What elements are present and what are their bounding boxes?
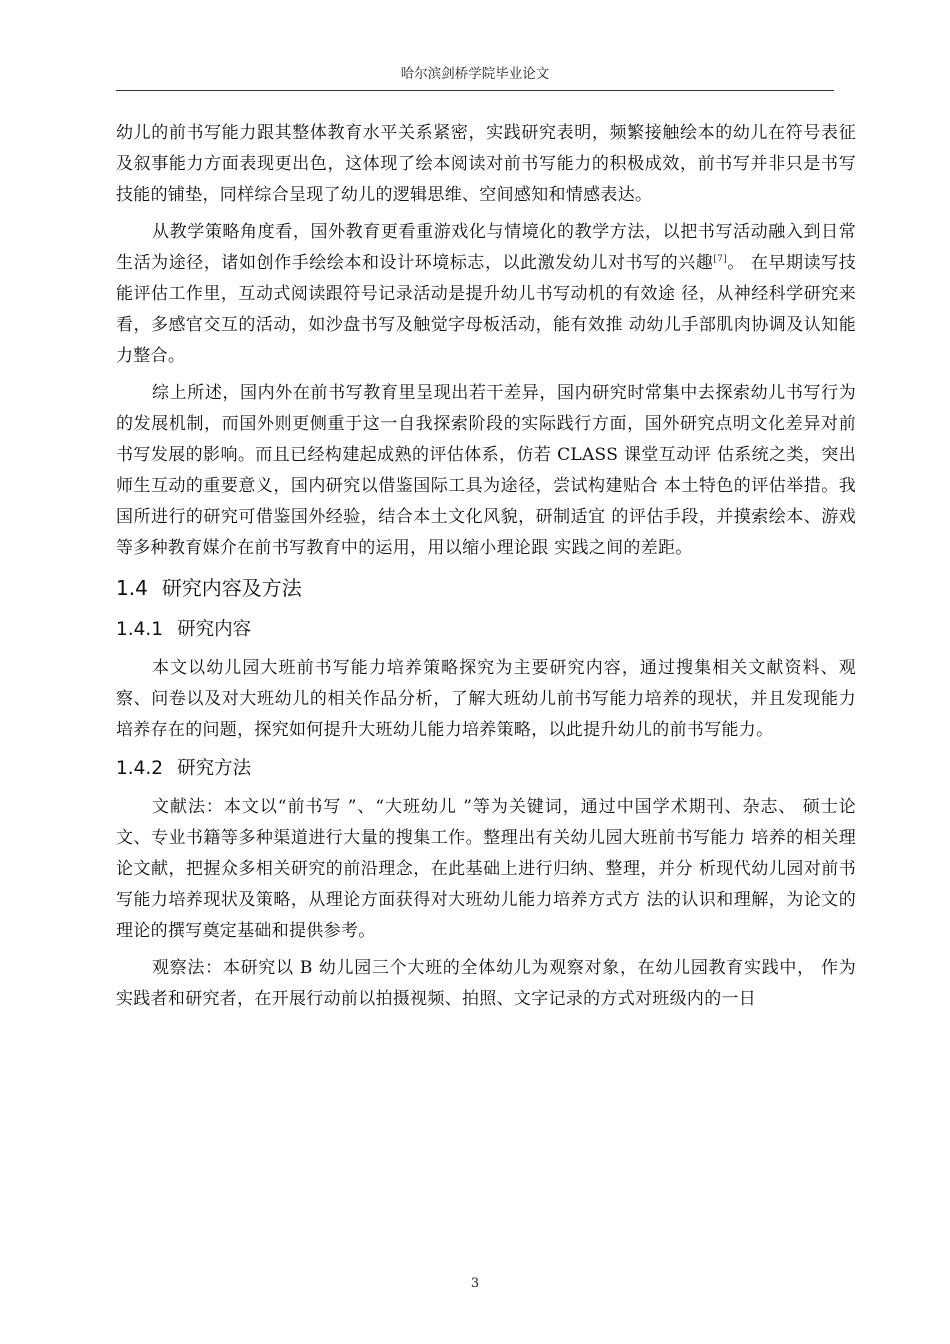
section-heading <box>116 572 856 601</box>
page-header <box>116 62 834 91</box>
citation-ref: [7] <box>713 254 728 265</box>
page-footer <box>0 1276 950 1291</box>
page-body <box>116 118 856 1021</box>
section-number: 1.4 <box>116 576 148 600</box>
paragraph: 综上所述，国内外在前书写教育里呈现出若干差异，国内研究时常集中去探索幼儿书写行为的发展机制，而国外则更侧重于这一自我探索阶段的实际践行方面，国外研究点明文化差异对前书写发展的影响。而且已经构建起成熟的评估体系，仿若 CLASS 课堂互动评 估系统之类，突出师生互动的重要意义，国内研究以借鉴国际工具为途径，尝试构建贴合 本土特色的评估举措。我国所进行的研究可借鉴国外经验，结合本土文化风貌，研制适宜 的评估手段，并摸索绘本、游戏等多种教育媒介在前书写教育中的运用，用以缩小理论跟 实践之间的差距。 <box>116 383 856 558</box>
paragraph: 文献法：本文以“前书写 ”、“大班幼儿 ”等为关键词，通过中国学术期刊、杂志、 硕士论文、专业书籍等多种渠道进行大量的搜集工作。整理出有关幼儿园大班前书写能力 培养的相关理论文献，把握众多相关研究的前沿理念，在此基础上进行归纳、整理，并分 析现代幼儿园对前书写能力培养现状及策略，从理论方面获得对大班幼儿能力培养方式方 法的认识和理解，为论文的理论的撰写奠定基础和提供参考。 <box>116 797 856 941</box>
paragraph: 观察法：本研究以 B 幼儿园三个大班的全体幼儿为观察对象，在幼儿园教育实践中， 作为实践者和研究者，在开展行动前以拍摄视频、拍照、文字记录的方式对班级内的一日 <box>116 958 856 1009</box>
subsection-number: 1.4.2 <box>116 758 164 779</box>
subsection-title: 研究内容 <box>177 619 252 640</box>
paragraph: 本文以幼儿园大班前书写能力培养策略探究为主要研究内容，通过搜集相关文献资料、观察、问卷以及对大班幼儿的相关作品分析，了解大班幼儿前书写能力培养的现状，并且发现能力培养存在的问题，探究如何提升大班幼儿能力培养策略，以此提升幼儿的前书写能力。 <box>116 658 856 740</box>
section-title: 研究内容及方法 <box>161 576 302 600</box>
paragraph <box>116 217 856 372</box>
subsection-number: 1.4.1 <box>116 619 164 640</box>
page-number: 3 <box>470 1276 480 1291</box>
header-title: 哈尔滨剑桥学院毕业论文 <box>400 66 550 82</box>
paragraph: 幼儿的前书写能力跟其整体教育水平关系紧密，实践研究表明，频繁接触绘本的幼儿在符号表征及叙事能力方面表现更出色，这体现了绘本阅读对前书写能力的积极成效，前书写并非只是书写技能的铺垫，同样综合呈现了幼儿的逻辑思维、空间感知和情感表达。 <box>116 123 856 205</box>
subsection-heading <box>116 615 856 641</box>
paragraph-text: 。 在早期读写技能评估工作里，互动式阅读跟符号记录活动是提升幼儿书写动机的有效途 径，从神经科学研究来看，多感官交互的活动，如沙盘书写及触觉字母板活动，能有效推 动幼儿手部肌肉协调及认知能力整合。 <box>116 253 856 366</box>
subsection-title: 研究方法 <box>177 758 252 779</box>
subsection-heading <box>116 754 856 780</box>
paragraph-text: 从教学策略角度看，国外教育更看重游戏化与情境化的教学方法，以把书写活动融入到日常生活为途径，诸如创作手绘绘本和设计环境标志，以此激发幼儿对书写的兴趣 <box>116 222 856 273</box>
